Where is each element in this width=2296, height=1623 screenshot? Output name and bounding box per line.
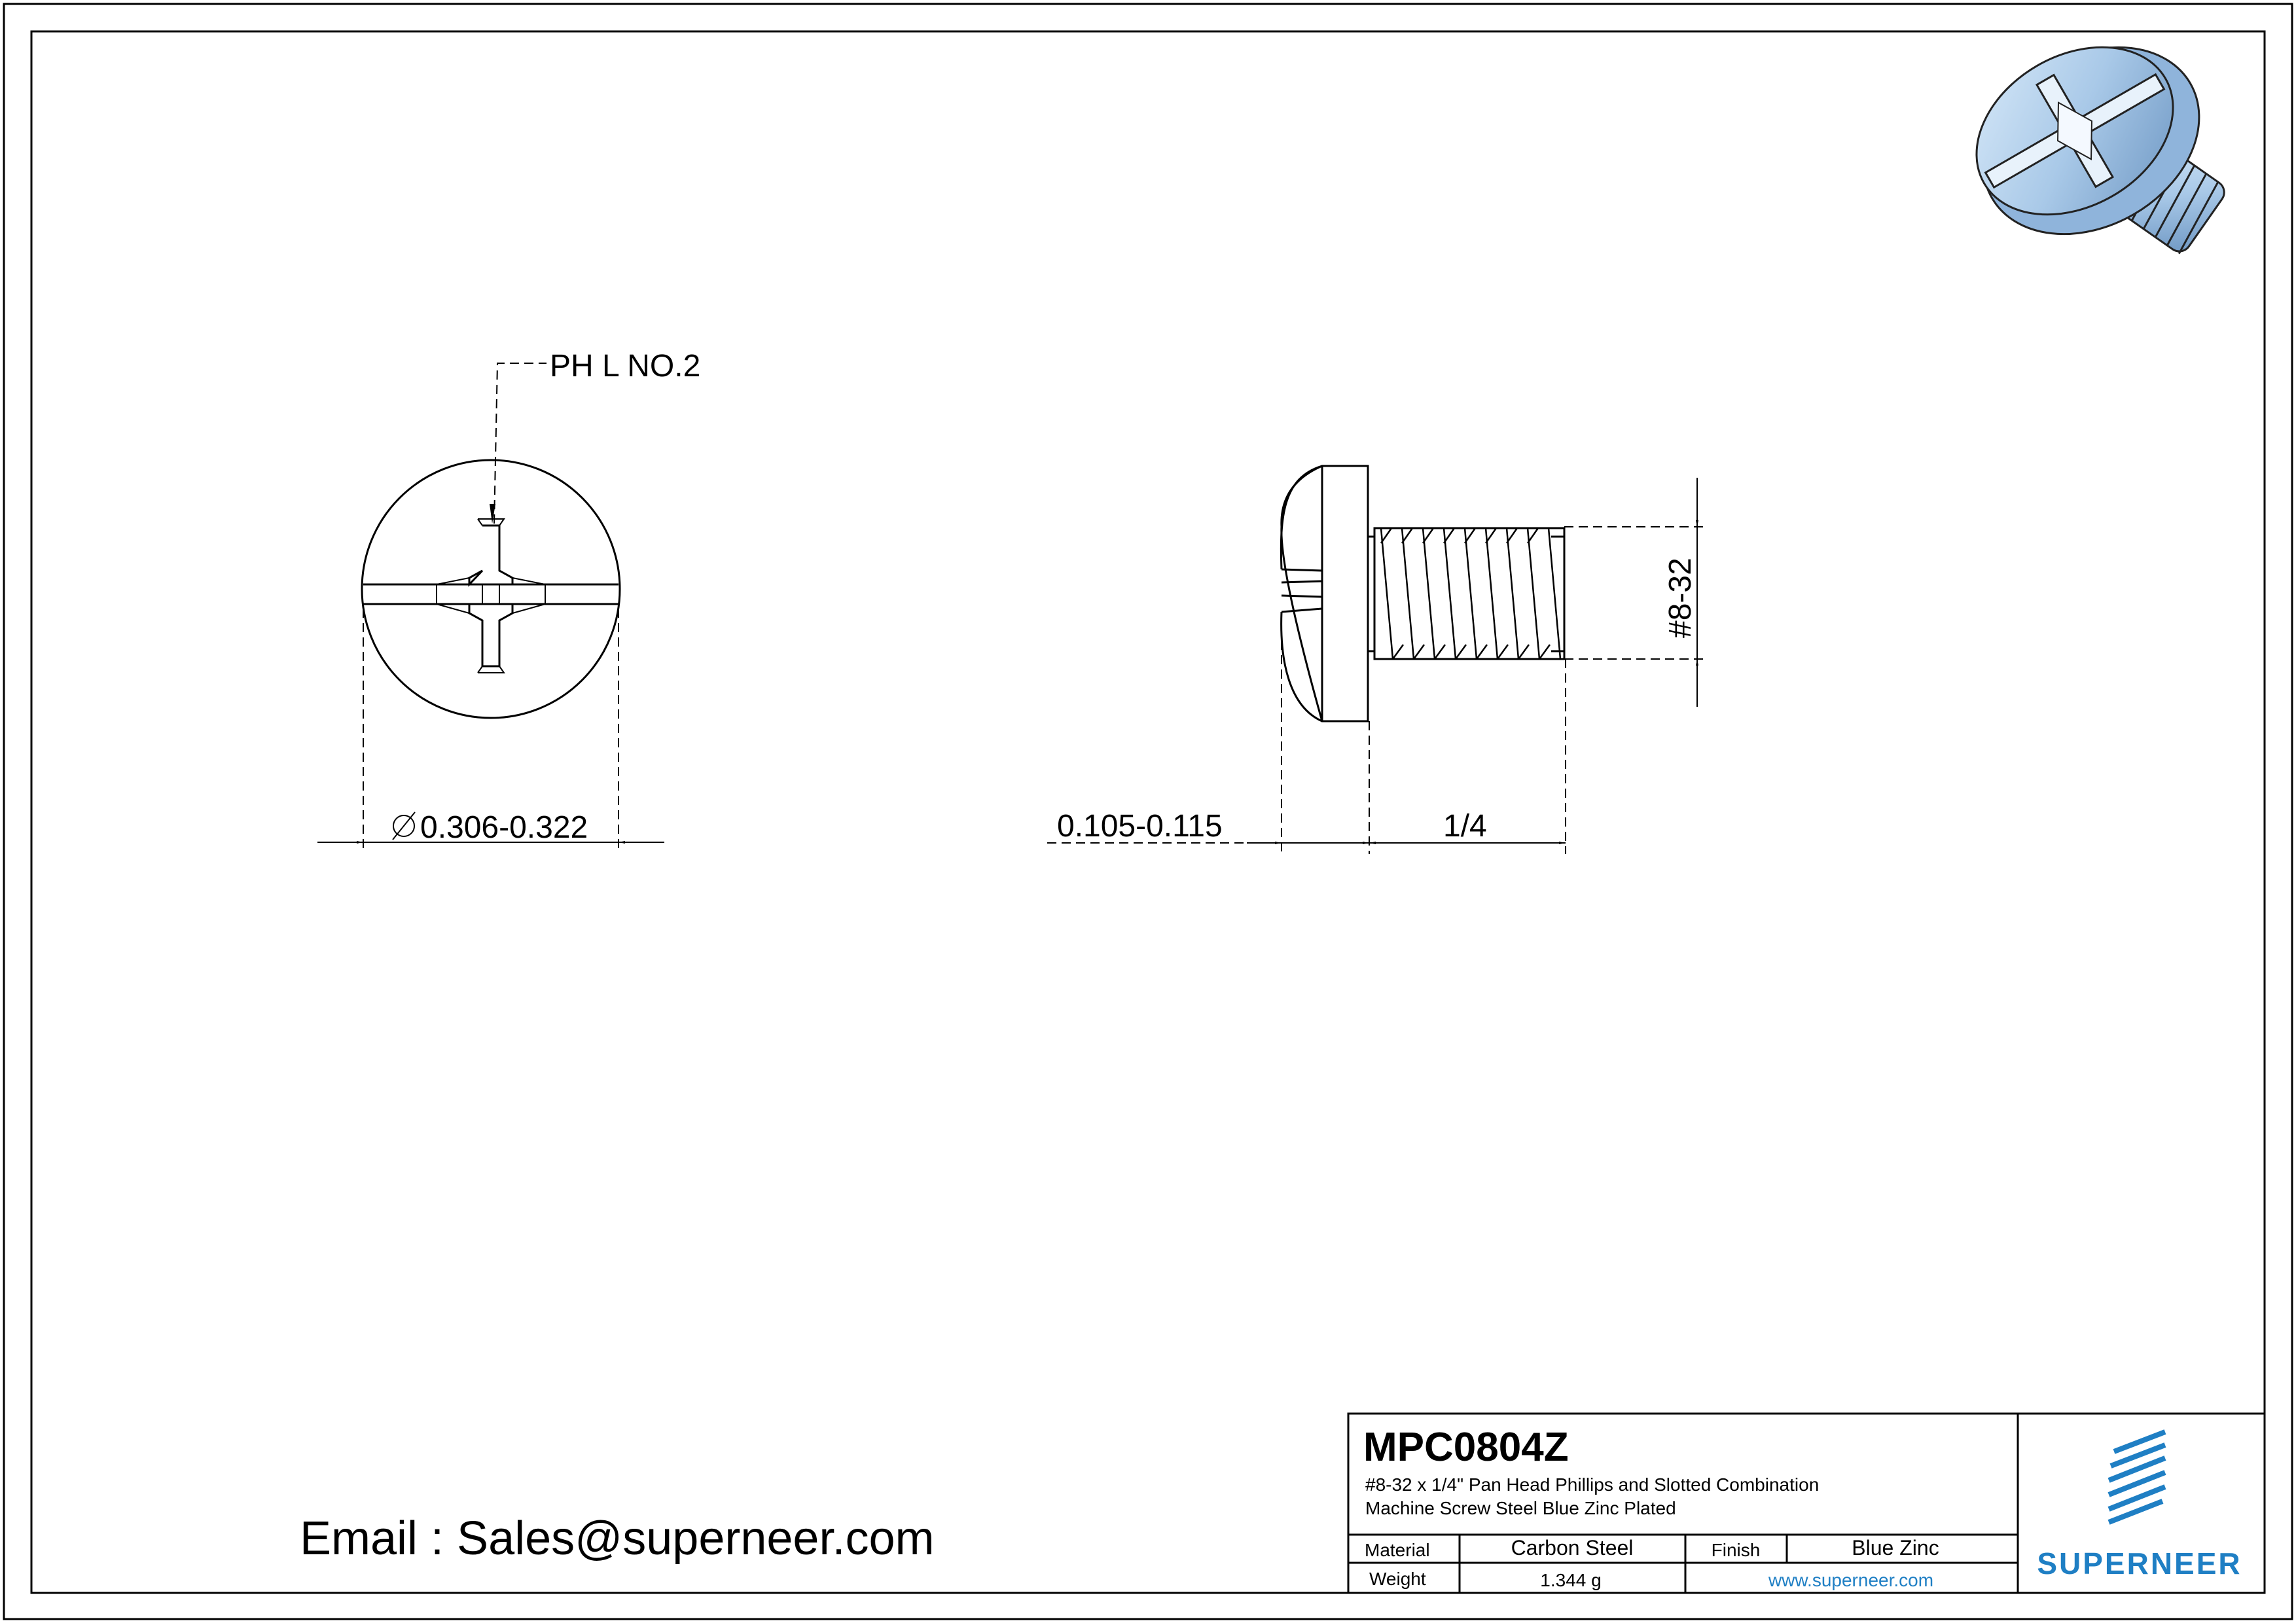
front-view — [317, 349, 700, 851]
screw-3d-icon — [1946, 10, 2233, 272]
part-number: MPC0804Z — [1363, 1425, 1569, 1470]
finish-value: Blue Zinc — [1852, 1536, 1939, 1560]
head-diameter-label: 0.306-0.322 — [420, 810, 588, 845]
weight-label: Weight — [1369, 1569, 1426, 1589]
superneer-logo-icon — [2109, 1432, 2165, 1522]
email-text: Email : Sales@superneer.com — [300, 1512, 935, 1565]
description-line-2: Machine Screw Steel Blue Zinc Plated — [1365, 1498, 1676, 1518]
diameter-symbol — [393, 812, 415, 840]
description-line-1: #8-32 x 1/4" Pan Head Phillips and Slotted Combination — [1365, 1474, 1820, 1495]
material-value: Carbon Steel — [1511, 1536, 1634, 1560]
head-height-label: 0.105-0.115 — [1057, 809, 1223, 844]
drive-callout: PH L NO.2 — [550, 349, 701, 383]
title-block — [1348, 1414, 2265, 1593]
head-outline — [362, 460, 620, 718]
thread-lines — [1381, 528, 1560, 659]
website-link[interactable]: www.superneer.com — [1768, 1570, 1934, 1590]
thread-label: #8-32 — [1663, 558, 1698, 638]
brand-name: SUPERNEER — [2037, 1546, 2242, 1580]
material-label: Material — [1365, 1540, 1430, 1560]
weight-value: 1.344 g — [1540, 1570, 1602, 1590]
side-view — [1047, 466, 1705, 854]
length-label: 1/4 — [1443, 809, 1487, 844]
pan-head-profile — [1282, 466, 1368, 721]
finish-label: Finish — [1711, 1540, 1761, 1560]
phillips-cross — [469, 526, 512, 666]
